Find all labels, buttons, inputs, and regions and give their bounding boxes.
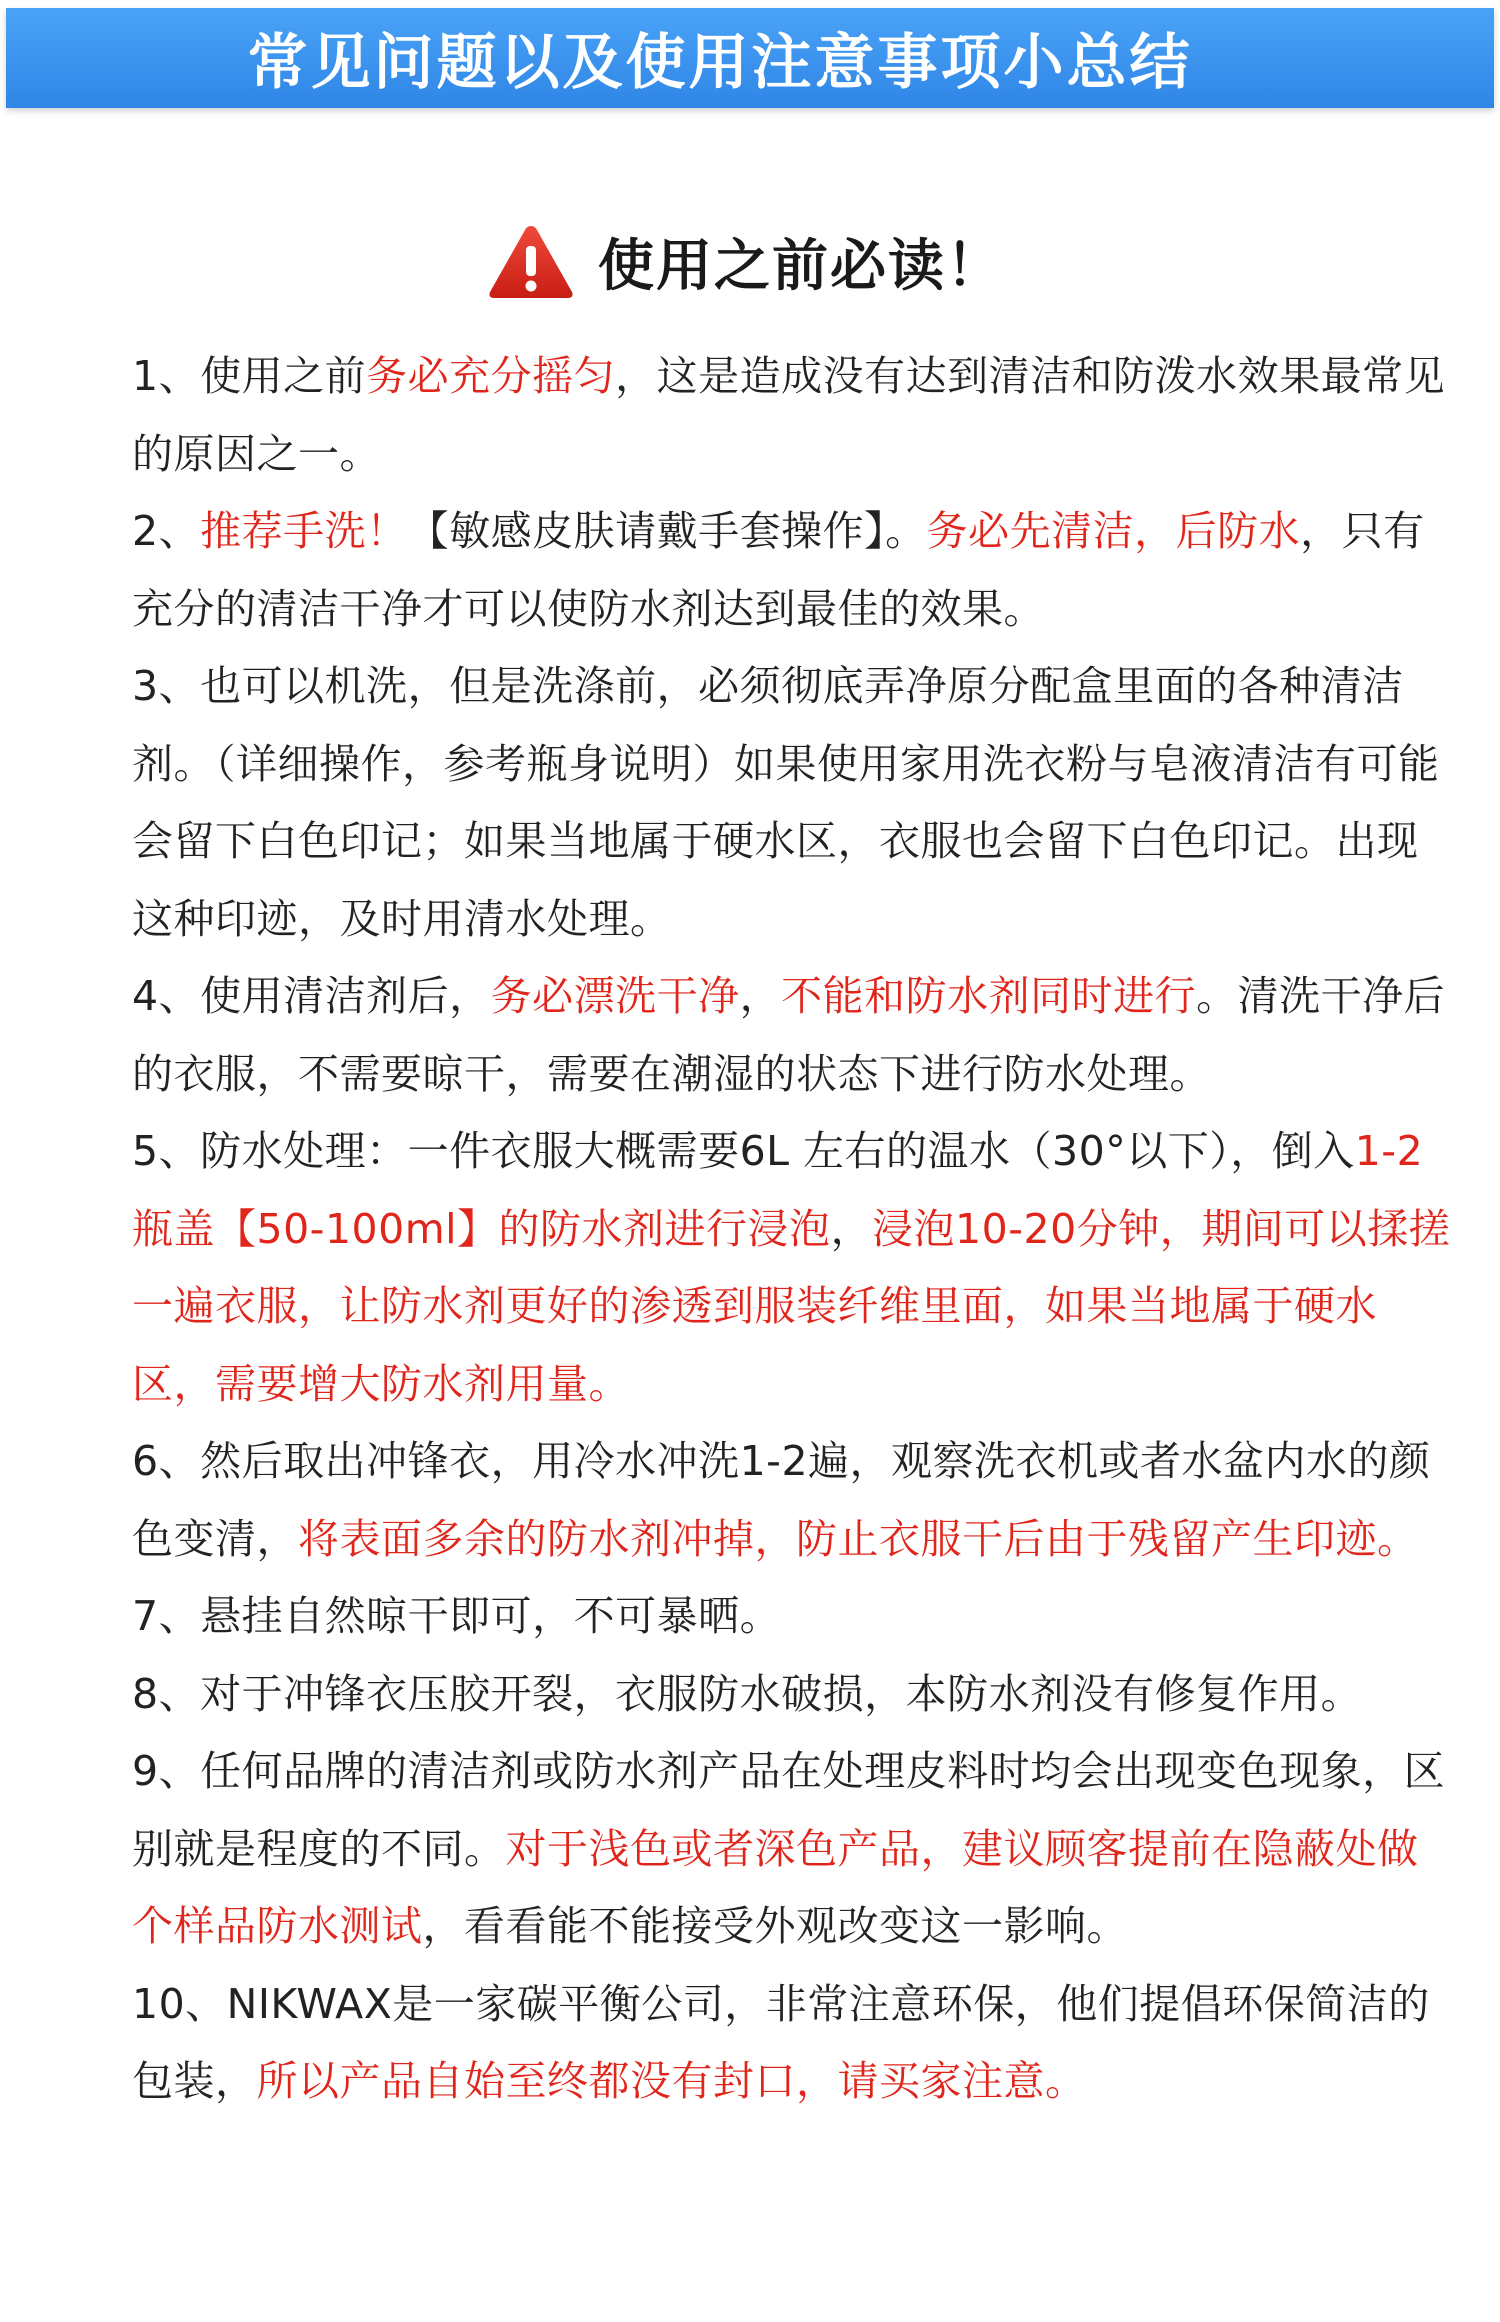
highlight-text: 对于浅色或者深色产品，建议顾客提前在隐蔽处做个样品防水测试 — [132, 1824, 1419, 1950]
body-text: ，看看能不能接受外观改变这一影响。 — [422, 1902, 1128, 1950]
heading-text: 使用之前必读！ — [598, 234, 1004, 299]
highlight-text: 务必漂洗干净 — [490, 972, 740, 1020]
body-text: 9、任何品牌的清洁剂或防水剂产品在处理皮料时均会出现变色现象，区别就是程度的不同。 — [132, 1747, 1446, 1873]
body-text: 1、使用之前 — [132, 352, 367, 400]
instruction-item — [132, 1578, 1452, 1656]
section-heading — [0, 212, 1500, 312]
instruction-item — [132, 1966, 1452, 2121]
body-text: 6、然后取出冲锋衣，用冷水冲洗1-2遍，观察洗衣机或者水盆内水的颜色变清， — [132, 1437, 1431, 1563]
body-text: 。清洗干净后的衣服，不需要晾干，需要在潮湿的状态下进行防水处理。 — [132, 972, 1446, 1098]
instruction-item — [132, 958, 1452, 1113]
highlight-text: 不能和防水剂同时进行 — [781, 972, 1197, 1020]
highlight-text: 浸泡10-20分钟，期间可以揉搓一遍衣服，让防水剂更好的渗透到服装纤维里面，如果当地属于硬水区，需要增大防水剂用量。 — [132, 1204, 1451, 1408]
instruction-item — [132, 1113, 1452, 1423]
highlight-text: 推荐手洗！ — [200, 507, 408, 555]
body-text: 3、也可以机洗，但是洗涤前，必须彻底弄净原分配盒里面的各种清洁剂。（详细操作，参考瓶身说明）如果使用家用洗衣粉与皂液清洁有可能会留下白色印记；如果当地属于硬水区，衣服也会留下白色印记。出现这种印迹，及时用清水处理。 — [132, 662, 1440, 943]
instruction-item — [132, 1423, 1452, 1578]
highlight-text: 务必充分摇匀 — [366, 352, 616, 400]
body-text: ，只有充分的清洁干净才可以使防水剂达到最佳的效果。 — [132, 507, 1425, 633]
body-text: 4、使用清洁剂后， — [132, 972, 491, 1020]
instruction-item — [132, 1733, 1452, 1966]
highlight-text: 1-2瓶盖【50-100ml】的防水剂进行浸泡 — [132, 1127, 1424, 1253]
body-text: ，这是造成没有达到清洁和防泼水效果最常见的原因之一。 — [132, 352, 1446, 478]
body-text: ， — [830, 1204, 873, 1253]
banner-title: 常见问题以及使用注意事项小总结 — [247, 28, 1193, 98]
highlight-text: 所以产品自始至终都没有封口，请买家注意。 — [256, 2057, 1087, 2105]
body-text: ， — [739, 972, 782, 1020]
body-text: 10、NIKWAX是一家碳平衡公司，非常注意环保，他们提倡环保简洁的包装， — [132, 1979, 1430, 2105]
instructions-list — [132, 338, 1452, 2121]
warning-icon — [486, 222, 576, 302]
body-text: 【敏感皮肤请戴手套操作】。 — [407, 507, 927, 555]
instruction-item — [132, 648, 1452, 958]
body-text: 2、 — [132, 507, 201, 555]
title-banner — [6, 8, 1494, 108]
instruction-item — [132, 493, 1452, 648]
body-text: 8、对于冲锋衣压胶开裂，衣服防水破损，本防水剂没有修复作用。 — [132, 1669, 1363, 1718]
instruction-item — [132, 338, 1452, 493]
highlight-text: 将表面多余的防水剂冲掉，防止衣服干后由于残留产生印迹。 — [298, 1514, 1419, 1563]
instruction-item — [132, 1656, 1452, 1734]
highlight-text: 务必先清洁，后防水 — [926, 507, 1301, 555]
body-text: 5、防水处理：一件衣服大概需要6L 左右的温水（30°以下），倒入 — [132, 1127, 1355, 1175]
body-text: 7、悬挂自然晾干即可，不可暴晒。 — [132, 1592, 782, 1640]
